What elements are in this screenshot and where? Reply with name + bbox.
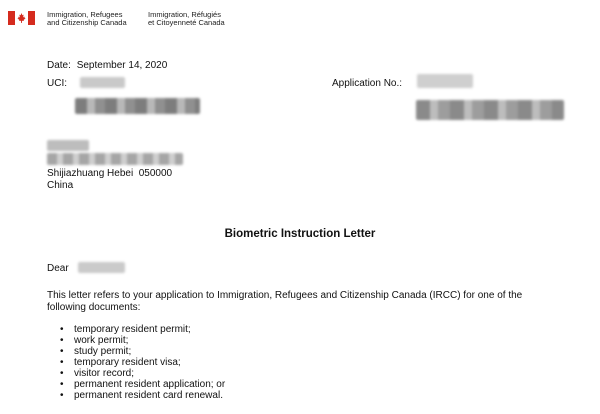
address-line2-redacted (47, 153, 183, 165)
recipient-name-redacted (78, 262, 125, 273)
date-line (47, 60, 167, 72)
applicant-name-redacted (75, 98, 200, 114)
agency-name-french: Immigration, Réfugiés et Citoyenneté Canada (148, 10, 225, 27)
date-label: Date: (47, 60, 71, 71)
address-city: Shijiazhuang Hebei 050000 (47, 168, 173, 179)
uci-label: UCI: (47, 78, 67, 89)
address-country: China (47, 180, 74, 191)
list-item: • work permit; (60, 335, 225, 346)
canada-flag-logo (8, 11, 35, 25)
date-value: September 14, 2020 (76, 60, 168, 71)
letter-title: Biometric Instruction Letter (224, 228, 376, 240)
uci-redacted (80, 77, 125, 88)
application-details-redacted (416, 100, 564, 120)
agency-name-english: Immigration, Refugees and Citizenship Canada (47, 10, 127, 27)
application-number-label: Application No.: (332, 78, 403, 89)
list-item: • study permit; (60, 346, 225, 357)
list-item: • permanent resident application; or (60, 379, 225, 390)
application-number-redacted (417, 74, 473, 88)
list-item: • temporary resident visa; (60, 357, 225, 368)
list-item: • temporary resident permit; (60, 324, 225, 335)
address-line1-redacted (47, 140, 89, 151)
list-item: • visitor record; (60, 368, 225, 379)
list-item: • permanent resident card renewal. (60, 390, 225, 401)
salutation: Dear (47, 263, 69, 274)
documents-list (60, 324, 225, 401)
intro-paragraph: This letter refers to your application to Immigration, Refugees and Citizenship Canada (IRCC) for one of the following documents: (47, 290, 523, 313)
